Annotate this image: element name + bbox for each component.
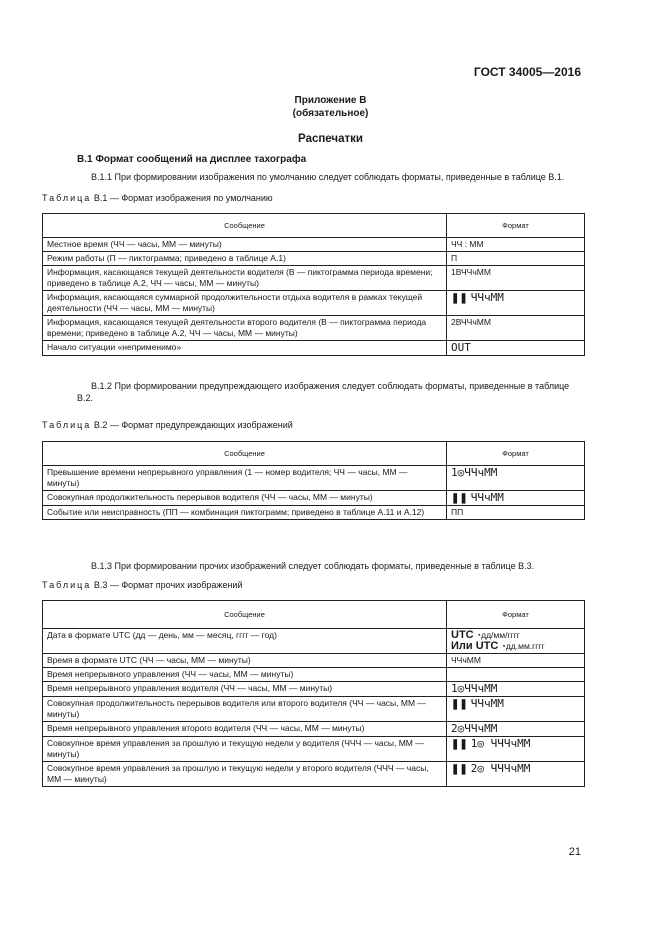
- table-row: [43, 722, 585, 737]
- format-value: П: [451, 253, 458, 263]
- table3: [42, 600, 585, 787]
- pause-icon: ❚❚: [451, 493, 468, 504]
- message-cell: Режим работы (П — пиктограмма; приведено в таблице А.1): [43, 252, 447, 266]
- format-value: ЧЧчММ: [451, 655, 481, 665]
- appendix-subtitle: (обязательное): [292, 108, 369, 119]
- table1-caption: Таблица В.1 — Формат изображения по умолчанию: [42, 193, 273, 203]
- table2: [42, 441, 585, 520]
- format-cell: [447, 629, 585, 654]
- table2-caption: Таблица В.2 — Формат предупреждающих изображений: [42, 420, 293, 430]
- message-cell: Совокупная продолжительность перерывов водителя или второго водителя (ЧЧ — часы, ММ — минуты): [43, 697, 447, 722]
- table-row: [43, 697, 585, 722]
- table-row: [43, 291, 585, 316]
- format-value: ЧЧчММ: [470, 291, 504, 304]
- document-code: ГОСТ 34005—2016: [473, 65, 581, 79]
- format-line: Или UTC ◔дд.мм.гггг: [451, 640, 545, 652]
- message-cell: Совокупное время управления за прошлую и текущую недели у водителя (ЧЧЧ — часы, ММ — минуты): [43, 737, 447, 762]
- format-cell: [447, 238, 585, 252]
- format-value: ЧЧчММ: [470, 697, 504, 710]
- pause-icon: ❚❚: [451, 764, 468, 775]
- message-cell: Местное время (ЧЧ — часы, ММ — минуты): [43, 238, 447, 252]
- table-row: [43, 682, 585, 697]
- table3-caption: Таблица В.3 — Формат прочих изображений: [42, 580, 243, 590]
- message-cell: Событие или неисправность (ПП — комбинация пиктограмм; приведено в таблице А.11 и А.12): [43, 506, 447, 520]
- section-heading: В.1 Формат сообщений на дисплее тахографа: [77, 154, 307, 165]
- message-cell: Информация, касающаяся текущей деятельности водителя (В — пиктограмма периода времени; приведено в таблице А.2, ЧЧ — часы, ММ — минуты): [43, 266, 447, 291]
- table-header-row: [43, 601, 585, 629]
- format-value: 1◎ЧЧчММ: [451, 682, 498, 695]
- format-cell: [447, 654, 585, 668]
- pause-icon: ❚❚: [451, 739, 468, 750]
- format-value: ЧЧчММ: [470, 491, 504, 504]
- column-header-format: Формат: [447, 601, 585, 629]
- table-row: [43, 668, 585, 682]
- appendix-title: Приложение В: [294, 95, 367, 106]
- format-cell: [447, 341, 585, 356]
- format-cell: [447, 682, 585, 697]
- format-value: 2◎ЧЧчММ: [451, 722, 498, 735]
- clock-icon: ◔: [473, 630, 482, 640]
- column-header-message: Сообщение: [43, 214, 447, 238]
- format-cell: [447, 668, 585, 682]
- message-cell: Превышение времени непрерывного управления (1 — номер водителя; ЧЧ — часы, ММ — минуты): [43, 466, 447, 491]
- format-cell: [447, 316, 585, 341]
- format-cell: [447, 291, 585, 316]
- format-cell: [447, 491, 585, 506]
- clock-icon: ◔: [498, 641, 506, 651]
- column-header-message: Сообщение: [43, 442, 447, 466]
- table-row: [43, 466, 585, 491]
- format-cell: [447, 506, 585, 520]
- paragraph-b13: В.1.3 При формировании прочих изображений следует соблюдать форматы, приведенные в таблице В.3.: [91, 561, 535, 571]
- message-cell: Информация, касающаяся текущей деятельности второго водителя (В — пиктограмма периода времени; приведено в таблице А.2, ЧЧ — часы, ММ — минуты): [43, 316, 447, 341]
- table-row: [43, 654, 585, 668]
- column-header-format: Формат: [447, 442, 585, 466]
- table-row: [43, 252, 585, 266]
- message-cell: Время в формате UTC (ЧЧ — часы, ММ — минуты): [43, 654, 447, 668]
- format-line: UTC ◔дд/мм/гггг: [451, 629, 520, 641]
- format-cell: [447, 762, 585, 787]
- table-row: [43, 341, 585, 356]
- message-cell: Начало ситуации «неприменимо»: [43, 341, 447, 356]
- table-row: [43, 266, 585, 291]
- message-cell: Время непрерывного управления водителя (ЧЧ — часы, ММ — минуты): [43, 682, 447, 697]
- appendix-heading: Распечатки: [298, 133, 363, 145]
- format-value: 1◎ЧЧчММ: [451, 466, 498, 479]
- table1: [42, 213, 585, 356]
- format-cell: [447, 266, 585, 291]
- message-cell: Время непрерывного управления (ЧЧ — часы, ММ — минуты): [43, 668, 447, 682]
- table-row: [43, 506, 585, 520]
- message-cell: Время непрерывного управления второго водителя (ЧЧ — часы, ММ — минуты): [43, 722, 447, 737]
- format-value: 2◎ ЧЧЧчММ: [470, 762, 531, 775]
- format-value: ЧЧ : ММ: [451, 239, 484, 249]
- table-row: [43, 491, 585, 506]
- format-value: 1ВЧЧчММ: [451, 267, 491, 277]
- column-header-message: Сообщение: [43, 601, 447, 629]
- format-cell: [447, 466, 585, 491]
- message-cell: Совокупная продолжительность перерывов водителя (ЧЧ — часы, ММ — минуты): [43, 491, 447, 506]
- table-row: [43, 316, 585, 341]
- format-value: 1◎ ЧЧЧчММ: [470, 737, 531, 750]
- format-cell: [447, 697, 585, 722]
- table-row: [43, 762, 585, 787]
- pause-icon: ❚❚: [451, 699, 468, 710]
- message-cell: Дата в формате UTC (дд — день, мм — месяц, гггг — год): [43, 629, 447, 654]
- table-header-row: [43, 214, 585, 238]
- table-row: [43, 238, 585, 252]
- paragraph-b11: В.1.1 При формировании изображения по умолчанию следует соблюдать форматы, приведенные в таблице В.1.: [91, 172, 565, 182]
- format-value: 2ВЧЧчММ: [451, 317, 491, 327]
- message-cell: Информация, касающаяся суммарной продолжительности отдыха водителя в рамках текущей деятельности (ЧЧ — часы, ММ — минуты): [43, 291, 447, 316]
- column-header-format: Формат: [447, 214, 585, 238]
- format-cell: [447, 252, 585, 266]
- format-cell: [447, 722, 585, 737]
- format-value: OUT: [451, 341, 471, 354]
- message-cell: Совокупное время управления за прошлую и текущую недели у второго водителя (ЧЧЧ — часы, ММ — минуты): [43, 762, 447, 787]
- table-row: [43, 629, 585, 654]
- format-value: ПП: [451, 507, 464, 517]
- page-number: 21: [568, 846, 581, 858]
- table-header-row: [43, 442, 585, 466]
- paragraph-b12: В.1.2 При формировании предупреждающего изображения следует соблюдать форматы, приведенные в таблице В.2.: [77, 381, 570, 403]
- table-row: [43, 737, 585, 762]
- format-cell: [447, 737, 585, 762]
- pause-icon: ❚❚: [451, 293, 468, 304]
